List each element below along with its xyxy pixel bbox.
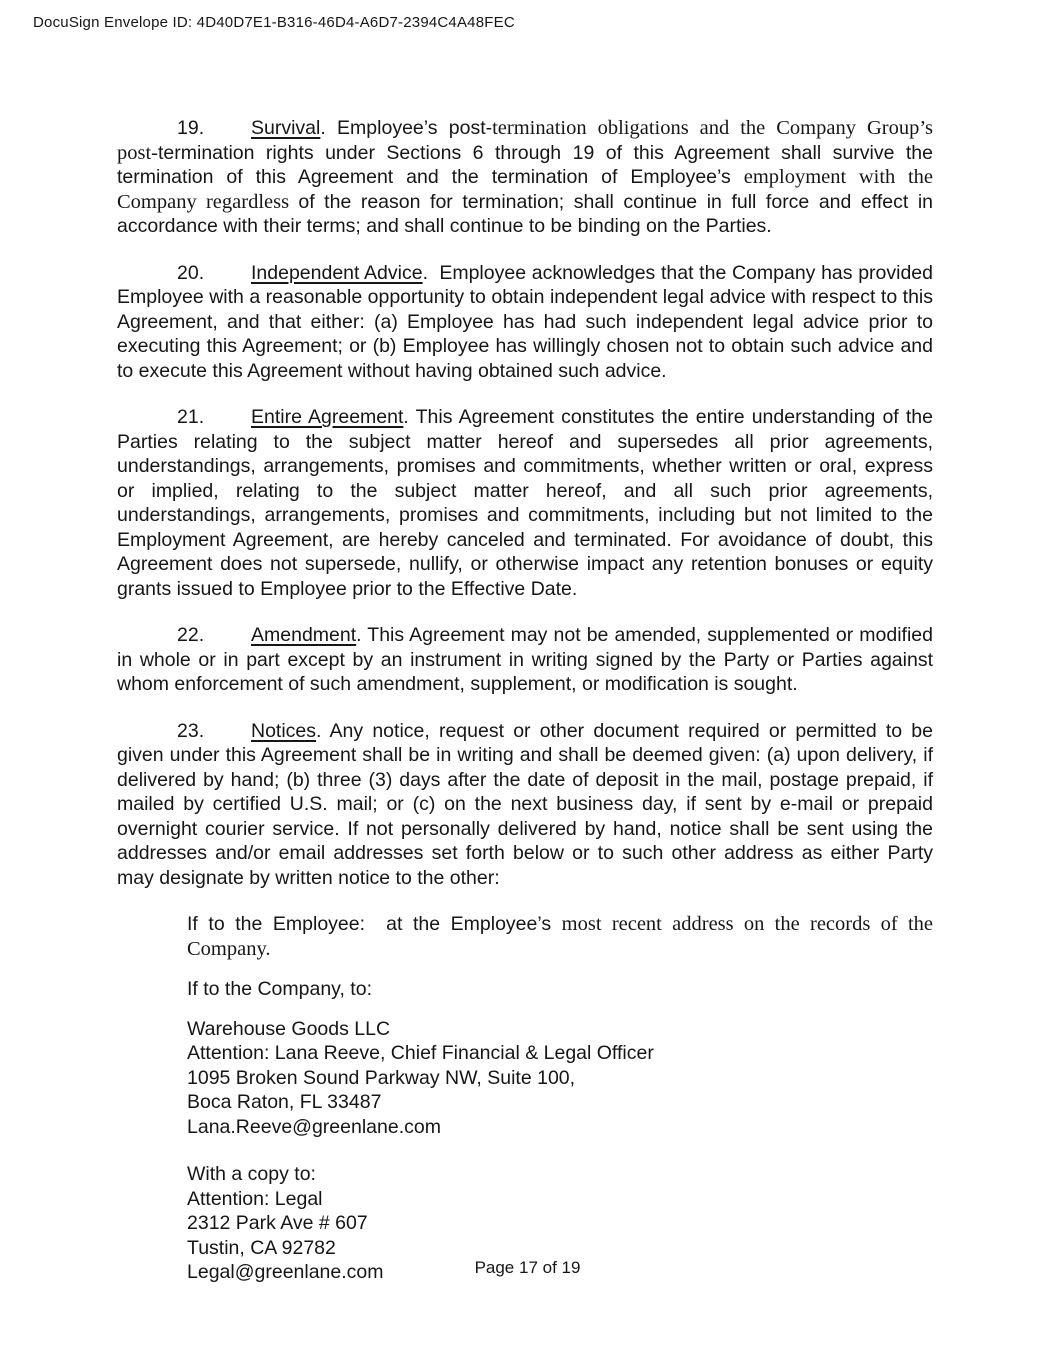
section-22-heading: Amendment (251, 624, 357, 646)
section-22-number: 22. (177, 624, 205, 646)
section-19-text-serif: termination obligations and the Company Group’s post- (117, 117, 934, 164)
company-city-line: Boca Raton, FL 33487 (187, 1091, 382, 1113)
company-attention-line: Attention: Lana Reeve, Chief Financial & Legal Officer (187, 1042, 654, 1064)
section-23-notices (117, 719, 933, 891)
notice-company-line: If to the Company, to: (187, 978, 372, 1000)
section-19-text-serif: employment with the Company regardless (117, 166, 933, 213)
company-email: Lana.Reeve@greenlane.com (187, 1115, 441, 1138)
section-23-text: . Any notice, request or other document required or permitted to be given under this Agreement shall be in writing and shall be deemed given: (a) upon delivery, if delivered by hand; (b) three (3) days after the date of deposit in the mail, postage prepaid, if mailed by certified U.S. mail; or (c) on the next business day, if sent by e-mail or prepaid overnight courier service. If not personally delivered by hand, notice shall be sent using the addresses and/or email addresses set forth below or to such other address as either Party may designate by written notice to the other: (117, 719, 933, 889)
section-20-number: 20. (177, 261, 205, 284)
copy-street-line: 2312 Park Ave # 607 (187, 1212, 368, 1234)
page-number: Page 17 of 19 (474, 1258, 581, 1277)
document-body (117, 116, 933, 1308)
copy-intro-line: With a copy to: (187, 1163, 316, 1185)
notice-employee-text-serif: most recent address on the records of the Company. (187, 913, 933, 960)
section-22-amendment (117, 623, 933, 697)
section-22-text: . This Agreement may not be amended, supplemented or modified in whole or in part except by an instrument in writing signed by the Party or Parties against whom enforcement of such amendment, supplement, or modification is sought. (117, 624, 933, 695)
section-23-heading: Notices (251, 719, 317, 742)
company-address-block (187, 1017, 933, 1140)
company-street-line: 1095 Broken Sound Parkway NW, Suite 100, (187, 1066, 576, 1089)
notice-employee-text: If to the Employee: at the Employee’s (187, 913, 562, 935)
docusign-envelope-id: DocuSign Envelope ID: 4D40D7E1-B316-46D4-A6D7-2394C4A48FEC (33, 14, 515, 31)
section-21-heading: Entire Agreement (251, 406, 404, 428)
copy-city-line: Tustin, CA 92782 (187, 1236, 336, 1259)
section-20-heading: Independent Advice (251, 261, 423, 284)
section-21-entire-agreement (117, 405, 933, 601)
section-23-number: 23. (177, 719, 205, 742)
copy-attention-line: Attention: Legal (187, 1187, 323, 1210)
company-name: Warehouse Goods LLC (187, 1017, 391, 1040)
section-19-text: termination rights under Sections 6 through 19 of this Agreement shall survive the termination of this Agreement and the termination of Employee’s (117, 141, 933, 188)
notice-employee-line (187, 912, 933, 961)
section-19-survival (117, 116, 933, 239)
section-19-text: . Employee’s post- (320, 117, 493, 139)
section-19-number: 19. (177, 117, 205, 139)
section-20-text: . Employee acknowledges that the Company has provided Employee with a reasonable opportunity to obtain independent legal advice with respect to this Agreement, and that either: (a) Employee has had such independent legal advice prior to executing this Agreement; or (b) Employee has willingly chosen not to obtain such advice and to execute this Agreement without having obtained such advice. (117, 261, 934, 382)
section-21-number: 21. (177, 406, 205, 428)
section-21-text: . This Agreement constitutes the entire understanding of the Parties relating to the subject matter hereof and supersedes all prior agreements, understandings, arrangements, promises and commitments, whether written or oral, express or implied, relating to the subject matter hereof, and all such prior agreements, understandings, arrangements, promises and commitments, including but not limited to the Employment Agreement, are hereby canceled and terminated. For avoidance of doubt, this Agreement does not supersede, nullify, or otherwise impact any retention bonuses or equity grants issued to Employee prior to the Effective Date. (117, 406, 933, 600)
section-19-heading: Survival (251, 117, 321, 139)
section-20-independent-advice (117, 261, 933, 384)
copy-email: Legal@greenlane.com (187, 1261, 384, 1283)
section-19-text: of the reason for termination; shall continue in full force and effect in accordance with their terms; and shall continue to be binding on the Parties. (117, 190, 934, 237)
